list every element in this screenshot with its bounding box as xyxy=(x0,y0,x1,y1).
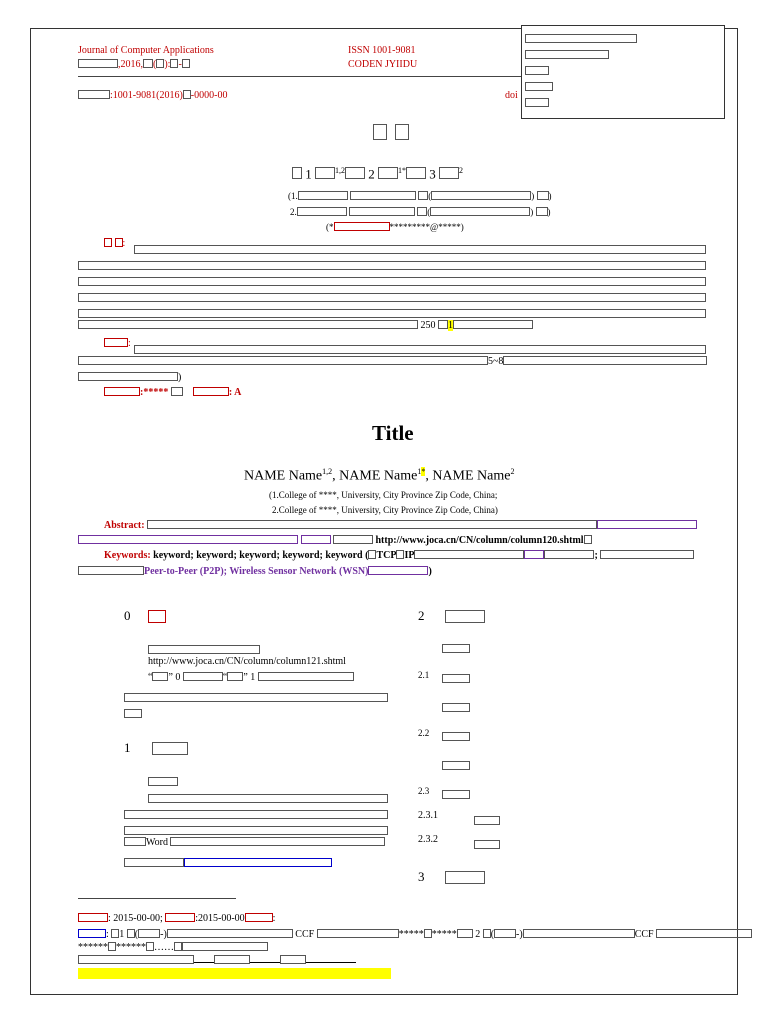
footnote-bio-3 xyxy=(78,955,356,966)
section-2-number: 2 xyxy=(418,608,425,623)
section-3-title xyxy=(445,870,485,888)
section-1-line-5 xyxy=(124,853,332,871)
section-2-body xyxy=(442,639,470,657)
keywords-en-line2: Peer-to-Peer (P2P); Wireless Sensor Network (WSN) ) xyxy=(78,566,432,577)
affiliation-cn-1: (1. ( ) ) xyxy=(288,191,552,201)
abstract-en: Abstract: xyxy=(104,520,697,531)
subsection-2-3-2-title xyxy=(474,835,500,853)
authors-en: NAME Name$^{1,2}$, NAME Name$^{1*}$, NAME Name$^2$ xyxy=(244,467,515,484)
abstract-cn-label: : xyxy=(104,238,125,249)
journal-name: Journal of Computer Applications xyxy=(78,45,214,56)
section-0-number: 0 xyxy=(124,608,131,623)
subsection-2-1-body xyxy=(442,698,470,716)
article-id: :1001-9081(2016) -0000-00 xyxy=(78,90,227,101)
subsection-2-3-1-title xyxy=(474,811,500,829)
subsection-2-2-body xyxy=(442,756,470,774)
affiliation-cn-2: 2. ( ) ) xyxy=(290,207,551,217)
section-1-number: 1 xyxy=(124,740,131,755)
section-2-title xyxy=(445,609,485,627)
subsection-2-3-2-number: 2.3.2 xyxy=(418,834,438,845)
title-cn xyxy=(373,124,409,144)
section-0-line-5 xyxy=(124,704,142,722)
keywords-en: Keywords: keyword; keyword; keyword; keyword; keyword ( TCP IP ; xyxy=(104,550,694,561)
section-1-line-4: Word xyxy=(124,837,385,848)
doi-label: doi xyxy=(505,90,518,101)
footnote-bio-1: : 1 ( -) CCF ***** ***** 2 ( -) CCF xyxy=(78,929,752,940)
section-0-title xyxy=(148,609,166,627)
issn: ISSN 1001-9081 xyxy=(348,45,416,56)
header-rule xyxy=(78,76,523,77)
footnote-bio-2: ****** ****** …… xyxy=(78,942,268,953)
subsection-2-3-title xyxy=(442,785,470,803)
subsection-2-2-title xyxy=(442,727,470,745)
title-en: Title xyxy=(372,421,414,445)
keywords-cn-label: : xyxy=(104,338,131,349)
authors-cn: 1 $^{1,2}$ 2 $^{1*}$ 3 $^2$ xyxy=(292,166,463,182)
subsection-2-1-number: 2.1 xyxy=(418,670,430,680)
subsection-2-1-title xyxy=(442,669,470,687)
journal-volume: ,2016, ( ): - xyxy=(78,59,190,70)
footnote-highlight-note xyxy=(78,968,391,982)
note-line-5 xyxy=(525,93,549,111)
coden: CODEN JYIIDU xyxy=(348,59,418,70)
section-3-number: 3 xyxy=(418,869,425,884)
classification-cn: :***** : A xyxy=(104,387,241,398)
subsection-2-3-1-number: 2.3.1 xyxy=(418,810,438,821)
section-1-subtitle xyxy=(148,772,178,790)
section-0-line-3: “ ” 0 “ ” 1 xyxy=(148,672,354,683)
affiliation-en-1: (1.College of ****, University, City Province Zip Code, China; xyxy=(269,490,498,500)
abstract-en-line2: http://www.joca.cn/CN/column/column120.shtml xyxy=(78,535,592,546)
section-1-title xyxy=(152,741,188,759)
affiliation-en-2: 2.College of ****, University, City Province Zip Code, China) xyxy=(272,505,498,515)
template-note-box xyxy=(521,25,725,119)
subsection-2-3-number: 2.3 xyxy=(418,786,430,796)
footnote-rule xyxy=(78,898,236,899)
email-cn: (* *********@*****) xyxy=(326,222,464,232)
section-0-line-4 xyxy=(124,688,388,706)
subsection-2-2-number: 2.2 xyxy=(418,728,430,738)
footnote-received: : 2015-00-00; :2015-00-00 : xyxy=(78,913,275,924)
section-0-url: http://www.joca.cn/CN/column/column121.shtml xyxy=(148,656,346,667)
